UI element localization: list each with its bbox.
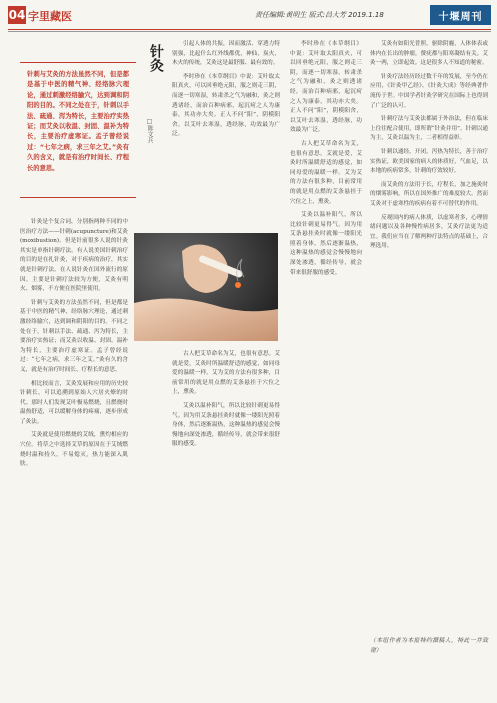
paragraph: 反观国内的病人体质，以虚寒者多，心理情绪问题以及各种慢性病居多，艾灸疗法更为适宜。我们应当在了解两种疗法特点的基础上，合理选用。 [370, 214, 488, 250]
paragraph: 针灸疗法经历经过数千年的发展，至今仍在应用，《针灸甲乙经》、《针灸大成》等经典著作流传于世。中国学者针灸学研究在国际上也得到了广泛的认可。 [370, 73, 488, 109]
paragraph: 而艾灸的方法用于长，疗程长，加之施灸时的烟雾影响，所以在国外推广的难度较大。然而艾灸对于虚寒性的疾病有着不可替代的作用。 [370, 181, 488, 207]
article-title: 针灸 [148, 44, 164, 72]
paragraph: 艾灸以温补阳气，所以比较针刺更易得气。因为用艾条悬挂灸时就像一缕阳光照着身体，然后逐渐温热，这种温热的感觉会慢慢地向深处渗透，循经传导，就会带来很舒服的感受。 [172, 402, 280, 448]
paragraph: 艾灸以温补阳气，所以比较针刺更易得气。因为用艾条悬挂灸时就像一缕阳光照着身体，然后逐渐温热，这种温热的感觉会慢慢地向深处渗透，循经传导，就会带来很舒服的感受。 [290, 212, 362, 276]
article-intro: 针刺与艾灸的方法虽然不同，但是都是基于中医的精气神、经络脉穴理论，通过刺激经络腧穴，达到调和阴阳的目的。不同之处在于，针刺以手法、疏通、泻为特长，主要治疗实热证；而艾灸以收温、封固、温补为特长，主要治疗虚寒证。孟子曾经说过：“七年之病，求三年之艾。”灸有久的含义，就是有治疗时间长、疗程长的意思。 [27, 71, 129, 172]
paragraph: 相比较而言，艾灸发展和应用的历史较针刺长，可以追溯到原始人穴居火燎的时代。那时人们发现艾叶极易燃烧，且燃烧时温热舒适，可以缓解身体的疼痛，逐步形成了灸法。 [20, 380, 128, 425]
paragraph: 针灸是个复合词，分别指两种不同的中医治疗方法——针刺(acupuncture)和艾灸(moxibustion)。但是针前很多人说的针灸其实是单指针刺疗法。有人说美国针刺治疗的目的是在扎针灸，对于疾病的治疗，其实就是针刺疗法。在人说针灸在国外流行的原因，主要是针刺疗法较为方便，艾灸有明火、烟雾，不方便在医院里使用。 [20, 219, 128, 293]
article-author: □陈文兵 [146, 118, 153, 143]
paragraph: 古人把艾草命名为艾，也很有意思。艾就是爱，艾灸时所温暖舒适的感觉，如同母爱的温暖一样。艾为艾的方法有很多种，目前常用的就是用点燃的艾条悬挂于穴位之上，熏灸。 [290, 140, 362, 205]
section-title: 字里藏医 [28, 10, 72, 23]
article-column-1 [20, 218, 128, 696]
paragraph: 艾灸有如阳光普照，驱除阴霾，人体体表或体内在长出的肿瘤，赘疣都与阳寒凝结有关。艾灸一两，立即起效。这是很多人不知道的秘密。 [370, 41, 488, 67]
paragraph: 李时珍在《本草纲目》中说：艾叶取太阳真火，可以回垂绝元阳，服之则走三阴，而逐一切寒湿，转肃杀之气为融和，灸之则透诸经，而治百种病邪，起沉疴之人为康泰，其功亦大矣。正人不问“阳”，阴模阳舍，以艾叶去寒湿，透经脉，功效最为广泛。 [290, 41, 362, 134]
page-number: 04 [8, 8, 26, 22]
paragraph: 引起人体的共振，因而激活、穿透力特别强，比起什么红外线都优，神仙，炭火，木火的传统，艾灸这是最舒服、最有效的。 [172, 41, 280, 67]
paragraph: 针刺以通经，开闭，泻热为特长，善于治疗实热证，欧美国家的病人的体质好，气血足，以本地的疾病常多，针刺的疗效较好。 [370, 148, 488, 175]
paragraph: 艾灸就是使用燃烧的艾绒，熏灼相应的穴位。将草之中选择艾草的原因在于艾绒燃烧时温和持久，不易熄灭，热力能深入肌肤。 [20, 432, 128, 468]
paragraph: 古人把艾草命名为艾，也很有意思。艾就是爱，艾灸时所温暖舒适的感觉，如同母爱的温暖一样。艾为艾的方法有很多种，目前常用的就是用点燃的艾条悬挂于穴位之上，熏灸。 [172, 351, 280, 396]
header-divider [8, 29, 491, 30]
paragraph: 李时珍在《本草纲目》中说：艾叶取太阳真火，可以回垂绝元阳，服之则走三阴，而逐一切寒湿，转肃杀之气为融和，灸之则透诸经，而治百种病邪，起沉疴之人为康泰，其功亦大矣。正人不问“阳”，阴模阳舍，以艾叶去寒湿，透经脉，功效最为广泛。 [172, 73, 280, 138]
page-header [0, 0, 497, 30]
editor-credits: 责任编辑:黄明生 版式:昌大芳 2019.1.18 [255, 11, 384, 19]
paragraph: 针刺与艾灸的方法虽然不同，但是都是基于中医的精气神、经络脉穴理论，通过刺激经络腧穴，达到调和阴阳的目的。不同之处在于，针刺以手法、疏通、泻为特长，主要治疗实热证；而艾灸以收温、封固、温补为特长，主要治疗虚寒证。孟子曾经说过：“七年之病，求三年之艾。”灸有久的含义，就是有治疗时间长、疗程长的意思。 [20, 299, 128, 373]
article-column-2-top [172, 40, 280, 226]
article-column-3 [370, 40, 488, 630]
header-divider-secondary [8, 31, 491, 32]
paragraph: 针刺疗法与艾灸法都属于外治法，但在临床上往往配合使用，即所谓“针灸并用”。针刺以通为主，艾灸以温为主，二者相得益彰。 [370, 116, 488, 142]
author-footnote: （本组作者为本报特约撰稿人，特此一并致谢） [370, 638, 488, 654]
publication-logo: 十堰周刊 [430, 5, 491, 25]
article-column-2-bottom [172, 350, 280, 696]
moxibustion-photo [134, 233, 278, 341]
article-column-middle [290, 40, 362, 696]
